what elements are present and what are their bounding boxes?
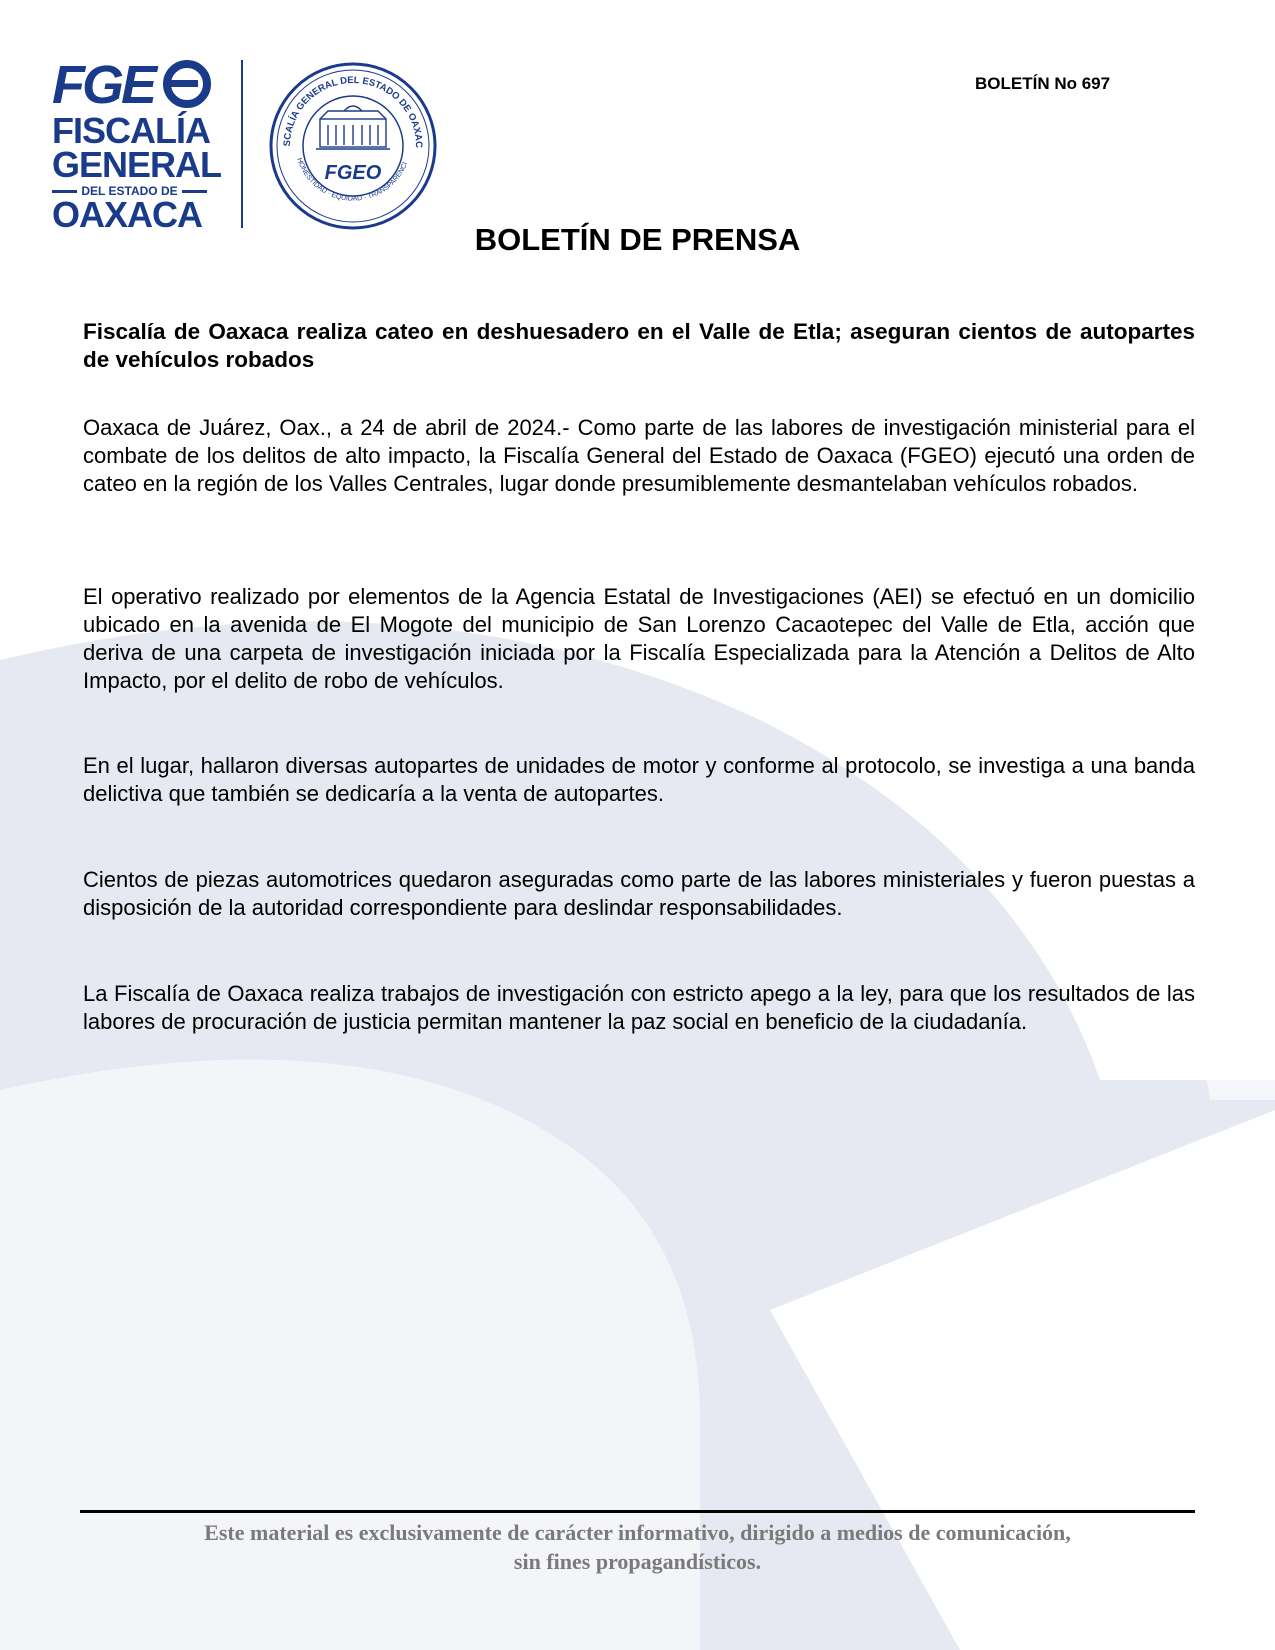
seal-bottom-text: HONESTIDAD · EQUIDAD · TRANSPARENCI xyxy=(295,157,410,203)
footer-disclaimer xyxy=(80,1518,1195,1576)
logo-line-fiscalia: FISCALÍA xyxy=(52,110,210,151)
paragraph: En el lugar, hallaron diversas autopartes de unidades de motor y conforme al protocolo, se investiga a una banda delictiva que también se dedicaría a la venta de autopartes. xyxy=(83,753,1195,806)
svg-text:FGE: FGE xyxy=(52,59,155,109)
paragraph: La Fiscalía de Oaxaca realiza trabajos de investigación con estricto apego a la ley, para que los resultados de las labores de procuración de justicia permitan mantener la paz social en beneficio de la ciudadanía. xyxy=(83,981,1195,1034)
seal-center-text: FGEO xyxy=(324,162,382,184)
logo-line-general: GENERAL xyxy=(52,144,222,185)
paragraph: Cientos de piezas automotrices quedaron aseguradas como parte de las labores ministeriales y fueron puestas a disposición de la autoridad correspondiente para deslindar responsabilidades. xyxy=(83,867,1195,920)
seal-graphic xyxy=(268,61,438,231)
footer-line-1: Este material es exclusivamente de carácter informativo, dirigido a medios de comunicación, xyxy=(204,1520,1071,1545)
seal-top-text: SCALÍA GENERAL DEL ESTADO DE OAXAC xyxy=(281,74,425,149)
document-title: BOLETÍN DE PRENSA xyxy=(474,222,801,257)
logo-line-oaxaca: OAXACA xyxy=(52,194,203,235)
paragraph: Oaxaca de Juárez, Oax., a 24 de abril de 2024.- Como parte de las labores de investigación ministerial para el combate de los delitos de alto impacto, la Fiscalía General del Estado de Oaxaca (FGEO) ejecutó una orden de cateo en la región de los Valles Centrales, lugar donde presumiblemente desmantelaban vehículos robados. xyxy=(83,415,1195,496)
bulletin-number: BOLETÍN No 697 xyxy=(975,74,1111,93)
headline: Fiscalía de Oaxaca realiza cateo en deshuesadero en el Valle de Etla; aseguran cientos de autopartes de vehículos robados xyxy=(83,319,1195,372)
logo-fgeo-mark xyxy=(52,59,212,109)
logo-divider xyxy=(241,60,243,228)
paragraph: El operativo realizado por elementos de la Agencia Estatal de Investigaciones (AEI) se efectuó en un domicilio ubicado en la avenida de El Mogote del municipio de San Lorenzo Cacaotepec del Valle de Etla, acción que deriva de una carpeta de investigación iniciada por la Fiscalía Especializada para la Atención a Delitos de Alto Impacto, por el delito de robo de vehículos. xyxy=(83,584,1195,693)
fgeo-seal xyxy=(268,61,438,231)
footer-line-2: sin fines propagandísticos. xyxy=(513,1549,762,1574)
footer-divider xyxy=(80,1510,1195,1513)
logo-line-del-estado: DEL ESTADO DE xyxy=(52,184,207,198)
fgeo-logo xyxy=(52,58,222,235)
